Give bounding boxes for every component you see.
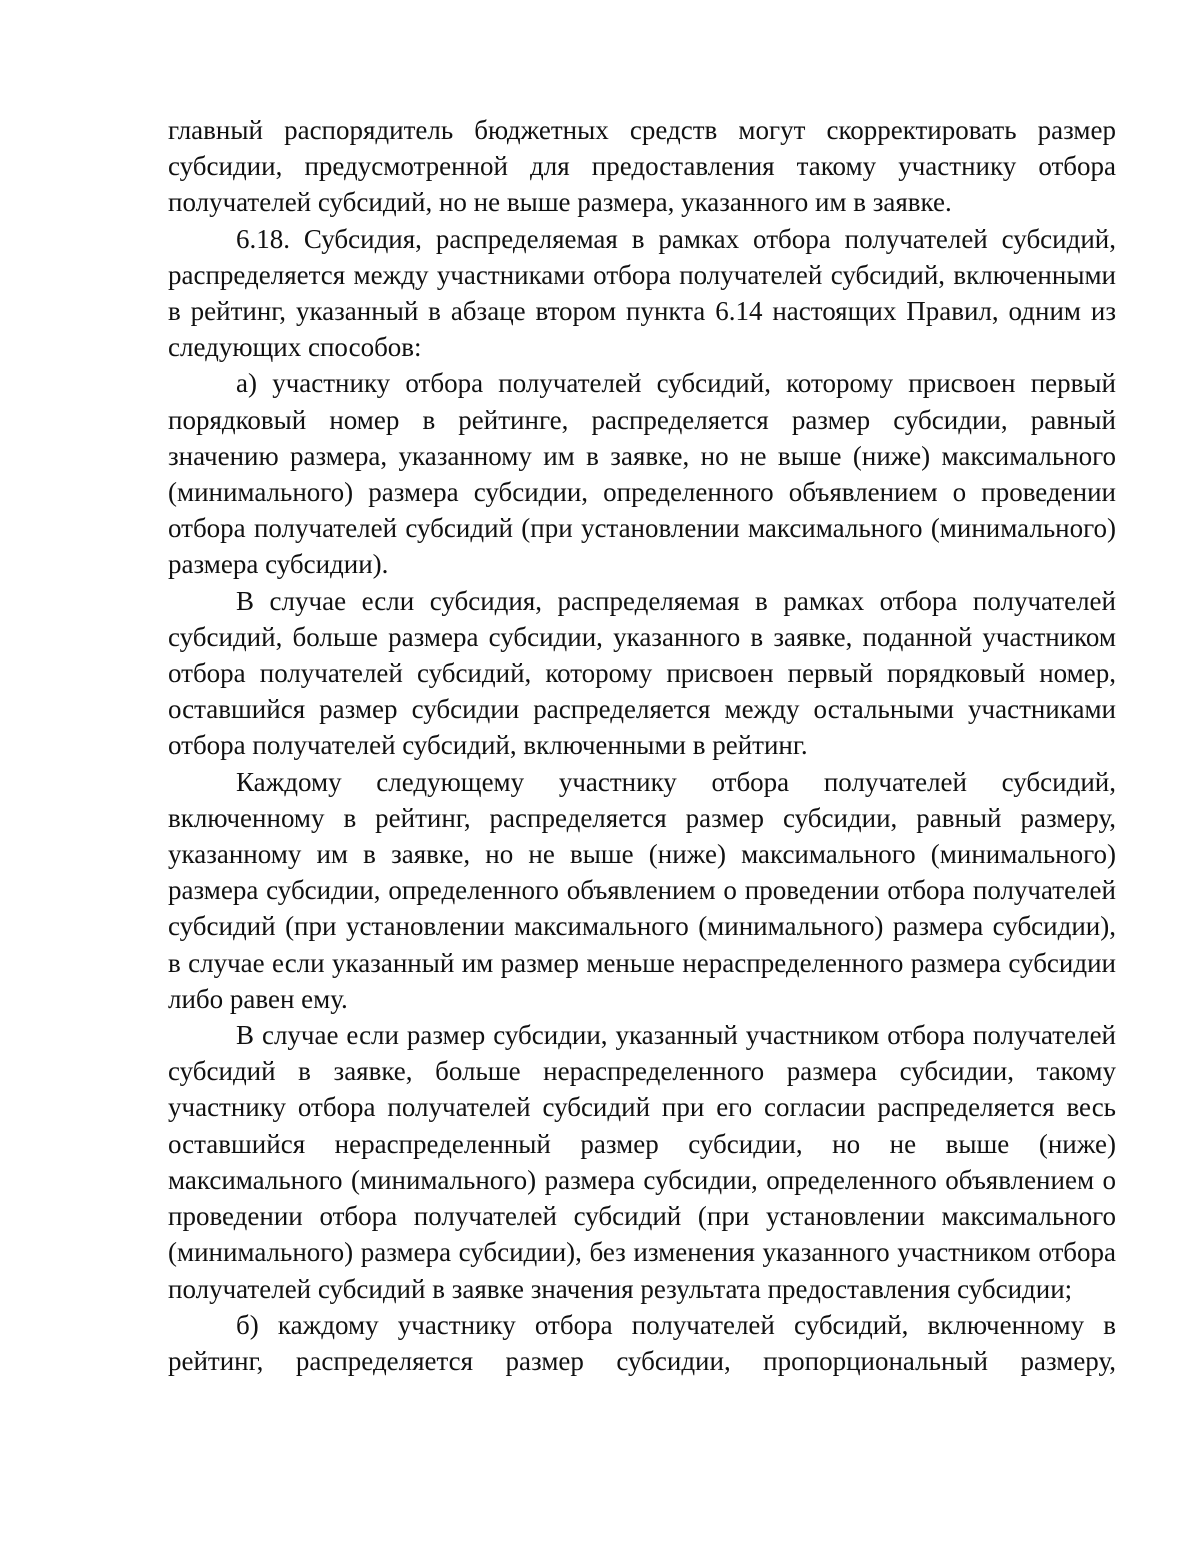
paragraph-continuation: главный распорядитель бюджетных средств могут скорректировать размер субсидии, предусмотренной для предоставления такому участнику отбора получателей субсидий, но не выше размера, указанного им в заявке. [168, 115, 1116, 218]
paragraph-6-18: 6.18. Субсидия, распределяемая в рамках отбора получателей субсидий, распределяется между участниками отбора получателей субсидий, включенными в рейтинг, указанный в абзаце втором пункта 6.14 настоящих Правил, одним из следующих способов: [168, 223, 1116, 363]
paragraph-size-exceeds: В случае если размер субсидии, указанный участником отбора получателей субсидий в заявке, больше нераспределенного размера субсидии, такому участнику отбора получателей субсидий при его согласии распределяется весь оставшийся нераспределенный размер субсидии, но не выше (ниже) максимального (минимального) размера субсидии, определенного объявлением о проведении отбора получателей субсидий (при установлении максимального (минимального) размера субсидии), без изменения указанного участником отбора получателей субсидий в заявке значения результата предоставления субсидии; [168, 1020, 1116, 1304]
document-page [168, 112, 1116, 1379]
paragraph-each-next-participant: Каждому следующему участнику отбора получателей субсидий, включенному в рейтинг, распределяется размер субсидии, равный размеру, указанному им в заявке, но не выше (ниже) максимального (минимального) размера субсидии, определенного объявлением о проведении отбора получателей субсидий (при установлении максимального (минимального) размера субсидии), в случае если указанный им размер меньше нераспределенного размера субсидии либо равен ему. [168, 766, 1116, 1014]
paragraph-option-a: а) участнику отбора получателей субсидий, которому присвоен первый порядковый номер в рейтинге, распределяется размер субсидии, равный значению размера, указанному им в заявке, но не выше (ниже) максимального (минимального) размера субсидии, определенного объявлением о проведении отбора получателей субсидий (при установлении максимального (минимального) размера субсидии). [168, 368, 1116, 580]
paragraph-remaining-subsidy: В случае если субсидия, распределяемая в рамках отбора получателей субсидий, больше размера субсидии, указанного в заявке, поданной участником отбора получателей субсидий, которому присвоен первый порядковый номер, оставшийся размер субсидии распределяется между остальными участниками отбора получателей субсидий, включенными в рейтинг. [168, 585, 1116, 761]
paragraph-option-b: б) каждому участнику отбора получателей субсидий, включенному в рейтинг, распределяется размер субсидии, пропорциональный размеру, [168, 1309, 1116, 1376]
